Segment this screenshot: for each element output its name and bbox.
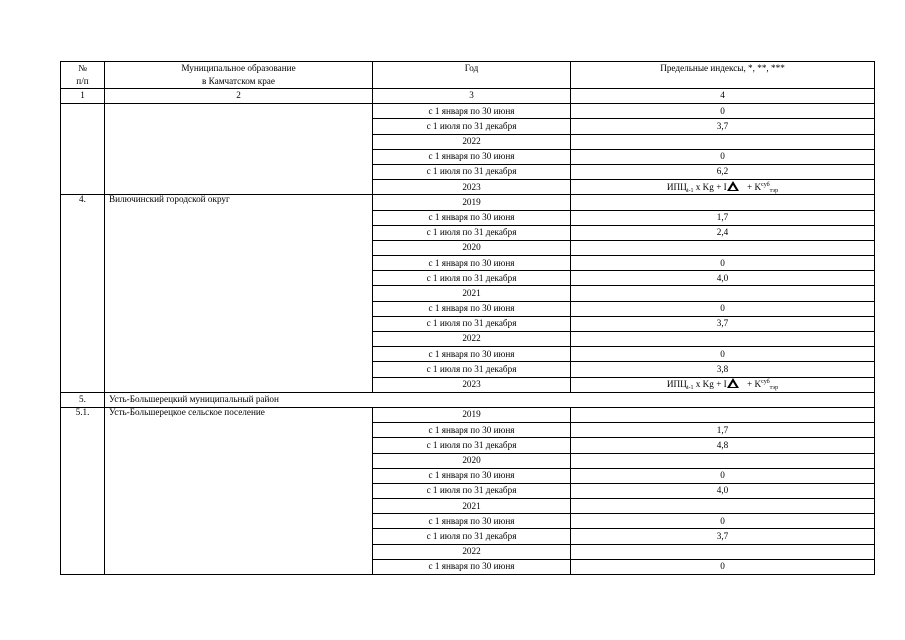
table-row [61, 104, 875, 119]
year-cell: с 1 июля по 31 декабря [373, 529, 571, 544]
column-number-row [61, 89, 875, 104]
table-header-row [61, 62, 875, 89]
year-cell: с 1 января по 30 июня [373, 423, 571, 438]
index-cell: 0 [571, 256, 875, 271]
table-row [61, 407, 875, 422]
index-cell [571, 240, 875, 255]
index-cell [571, 332, 875, 347]
year-cell: с 1 января по 30 июня [373, 468, 571, 483]
table-row [61, 392, 875, 407]
year-cell: 2022 [373, 332, 571, 347]
index-cell: 0 [571, 149, 875, 164]
index-cell [571, 544, 875, 559]
delta-icon [727, 378, 739, 388]
year-cell: 2020 [373, 453, 571, 468]
year-cell: 2021 [373, 286, 571, 301]
index-cell: 1,7 [571, 423, 875, 438]
year-cell: 2022 [373, 544, 571, 559]
year-cell: с 1 января по 30 июня [373, 210, 571, 225]
number-cell: 4. [61, 195, 105, 392]
index-cell: 0 [571, 559, 875, 574]
year-cell: 2023 [373, 377, 571, 392]
table-row [61, 195, 875, 210]
index-cell: 4,0 [571, 271, 875, 286]
year-cell: с 1 июля по 31 декабря [373, 438, 571, 453]
index-cell: 1,7 [571, 210, 875, 225]
year-cell: 2020 [373, 240, 571, 255]
header-year: Год [373, 62, 571, 89]
municipality-cell: Усть-Большерецкий муниципальный район [105, 392, 875, 407]
index-cell: 3,7 [571, 316, 875, 331]
index-cell: 0 [571, 468, 875, 483]
year-cell: с 1 июля по 31 декабря [373, 225, 571, 240]
year-cell: 2019 [373, 195, 571, 210]
index-cell [571, 499, 875, 514]
year-cell: с 1 июля по 31 декабря [373, 316, 571, 331]
year-cell: с 1 января по 30 июня [373, 104, 571, 119]
year-cell: 2023 [373, 180, 571, 195]
year-cell: 2021 [373, 499, 571, 514]
year-cell: с 1 июля по 31 декабря [373, 164, 571, 179]
year-cell: с 1 января по 30 июня [373, 149, 571, 164]
col-number-1: 1 [61, 89, 105, 104]
municipality-cell [105, 104, 373, 195]
year-cell: с 1 января по 30 июня [373, 514, 571, 529]
year-cell: с 1 июля по 31 декабря [373, 271, 571, 286]
index-cell: 4,8 [571, 438, 875, 453]
formula-cell: $ИПЦ_{t-1}$ x $Kg + I + K^{суб}_{тэр}$ [571, 377, 875, 392]
year-cell: с 1 января по 30 июня [373, 301, 571, 316]
delta-icon [727, 181, 739, 191]
index-cell [571, 453, 875, 468]
index-cell: 0 [571, 301, 875, 316]
header-number: № п/п [61, 62, 105, 89]
index-cell: 4,0 [571, 483, 875, 498]
number-cell: 5.1. [61, 407, 105, 574]
formula-cell: $ИПЦ_{t-1}$ x $Kg + I + K^{суб}_{тэр}$ [571, 180, 875, 195]
number-cell [61, 104, 105, 195]
municipality-cell: Вилючинский городской округ [105, 195, 373, 392]
year-cell: с 1 июля по 31 декабря [373, 483, 571, 498]
index-cell [571, 134, 875, 149]
col-number-2: 2 [105, 89, 373, 104]
number-cell: 5. [61, 392, 105, 407]
index-cell [571, 407, 875, 422]
year-cell: 2022 [373, 134, 571, 149]
index-cell: 2,4 [571, 225, 875, 240]
tariff-index-table [60, 61, 875, 575]
index-cell: 6,2 [571, 164, 875, 179]
year-cell: 2019 [373, 407, 571, 422]
index-cell [571, 286, 875, 301]
index-cell: 0 [571, 514, 875, 529]
index-cell [571, 195, 875, 210]
municipality-cell: Усть-Большерецкое сельское поселение [105, 407, 373, 574]
col-number-4: 4 [571, 89, 875, 104]
year-cell: с 1 июля по 31 декабря [373, 362, 571, 377]
year-cell: с 1 января по 30 июня [373, 256, 571, 271]
index-cell: 3,8 [571, 362, 875, 377]
year-cell: с 1 июля по 31 декабря [373, 119, 571, 134]
year-cell: с 1 января по 30 июня [373, 347, 571, 362]
index-cell: 0 [571, 104, 875, 119]
header-indices: Предельные индексы, *, **, *** [571, 62, 875, 89]
col-number-3: 3 [373, 89, 571, 104]
index-cell: 3,7 [571, 119, 875, 134]
header-municipality: Муниципальное образование в Камчатском крае [105, 62, 373, 89]
year-cell: с 1 января по 30 июня [373, 559, 571, 574]
index-cell: 3,7 [571, 529, 875, 544]
index-cell: 0 [571, 347, 875, 362]
